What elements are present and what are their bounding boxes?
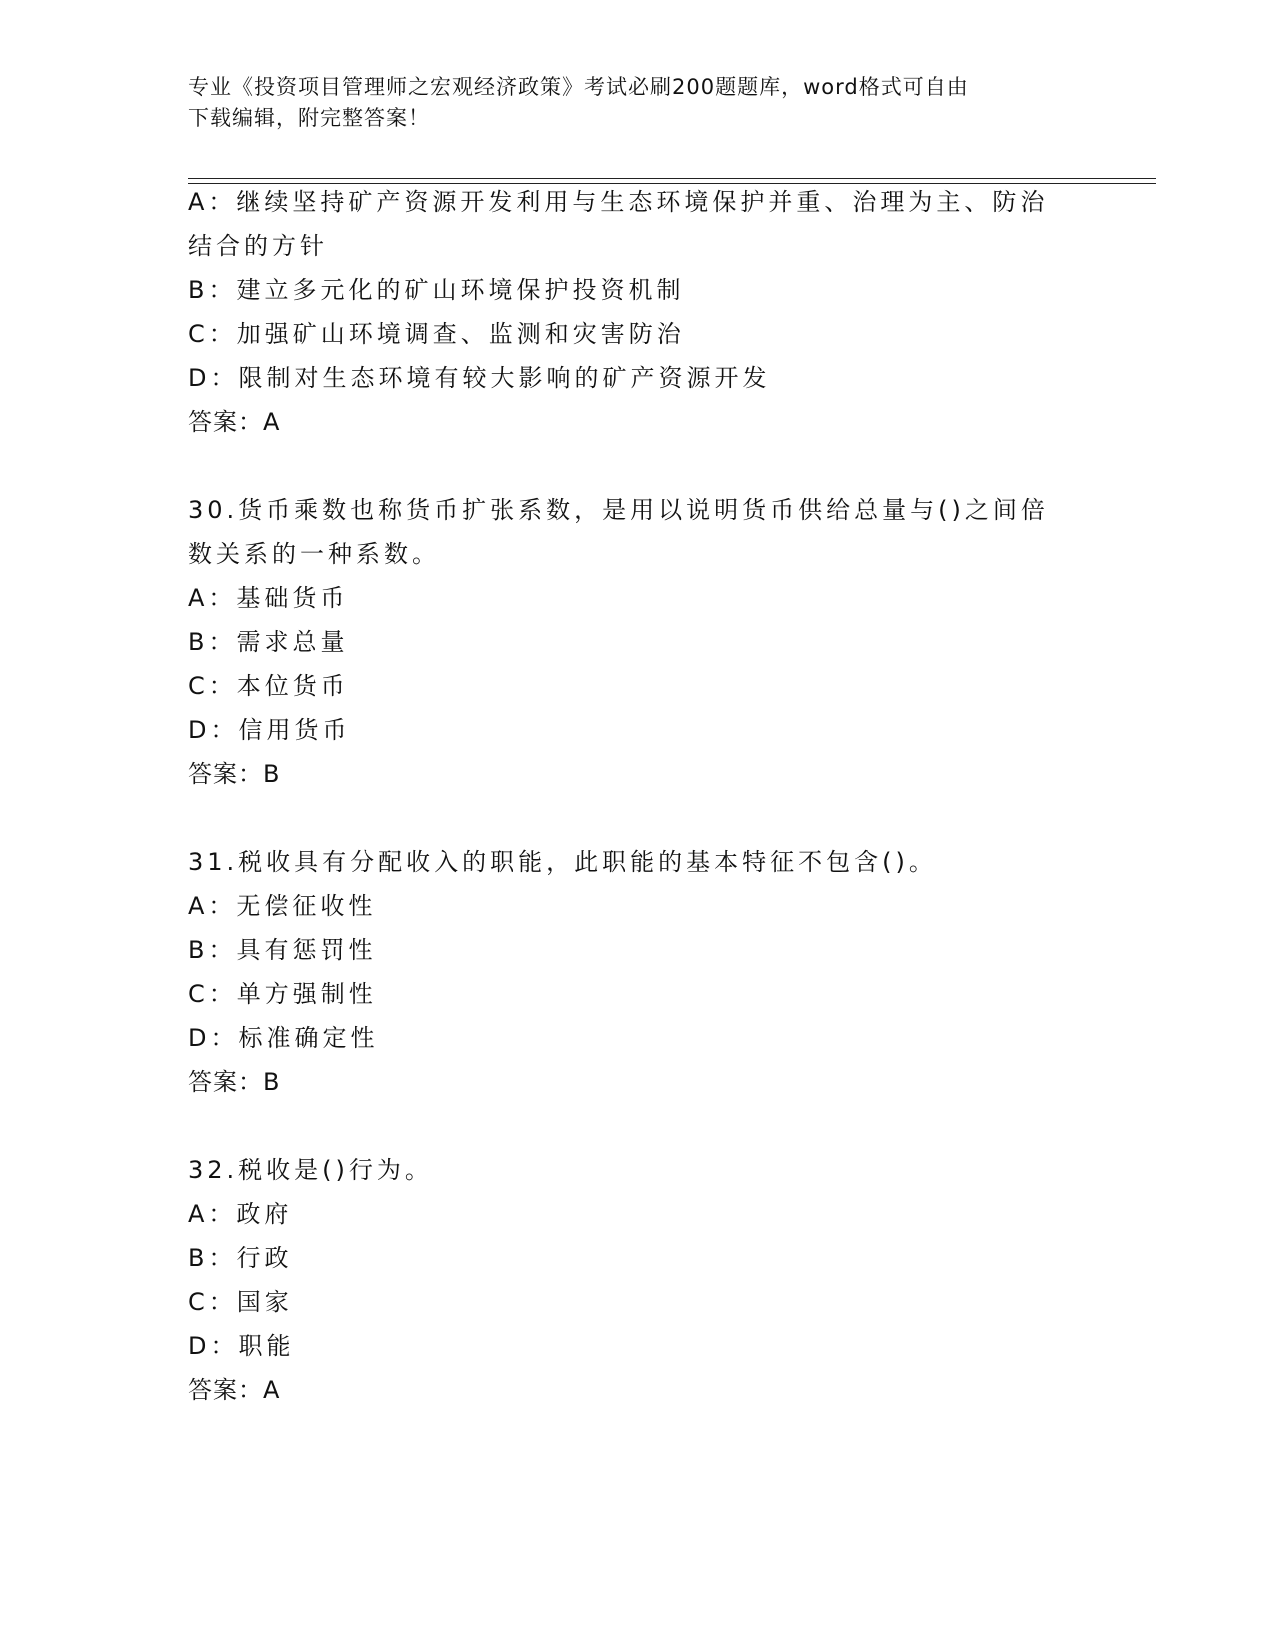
option-b: B：建立多元化的矿山环境保护投资机制 xyxy=(188,276,685,304)
question-stem: 31.税收具有分配收入的职能，此职能的基本特征不包含()。 xyxy=(188,848,937,876)
option-d: D：信用货币 xyxy=(188,716,351,744)
question-stem-continued: 数关系的一种系数。 xyxy=(188,540,440,568)
option-c: C：本位货币 xyxy=(188,672,349,700)
option-c: C：单方强制性 xyxy=(188,980,377,1008)
answer: 答案：A xyxy=(188,1376,281,1404)
option-b: B：具有惩罚性 xyxy=(188,936,377,964)
answer: 答案：B xyxy=(188,760,281,788)
document-header xyxy=(188,72,1088,134)
option-d: D：标准确定性 xyxy=(188,1024,379,1052)
option-a: A：无偿征收性 xyxy=(188,892,377,920)
option-d: D：职能 xyxy=(188,1332,295,1360)
answer: 答案：A xyxy=(188,408,281,436)
option-c: C：加强矿山环境调查、监测和灾害防治 xyxy=(188,320,685,348)
header-divider-top xyxy=(188,178,1156,179)
option-a-continued: 结合的方针 xyxy=(188,232,328,260)
option-a: A：政府 xyxy=(188,1200,293,1228)
header-line-2: 下载编辑，附完整答案！ xyxy=(188,106,430,130)
option-a: A：继续坚持矿产资源开发利用与生态环境保护并重、治理为主、防治 xyxy=(188,188,1049,216)
option-b: B：行政 xyxy=(188,1244,293,1272)
question-stem: 32.税收是()行为。 xyxy=(188,1156,433,1184)
option-c: C：国家 xyxy=(188,1288,293,1316)
option-a: A：基础货币 xyxy=(188,584,349,612)
header-divider-bottom xyxy=(188,183,1156,184)
option-d: D：限制对生态环境有较大影响的矿产资源开发 xyxy=(188,364,771,392)
header-line-1: 专业《投资项目管理师之宏观经济政策》考试必刷200题题库，word格式可自由 xyxy=(188,75,969,99)
answer: 答案：B xyxy=(188,1068,281,1096)
option-b: B：需求总量 xyxy=(188,628,349,656)
question-stem: 30.货币乘数也称货币扩张系数，是用以说明货币供给总量与()之间倍 xyxy=(188,496,1049,524)
